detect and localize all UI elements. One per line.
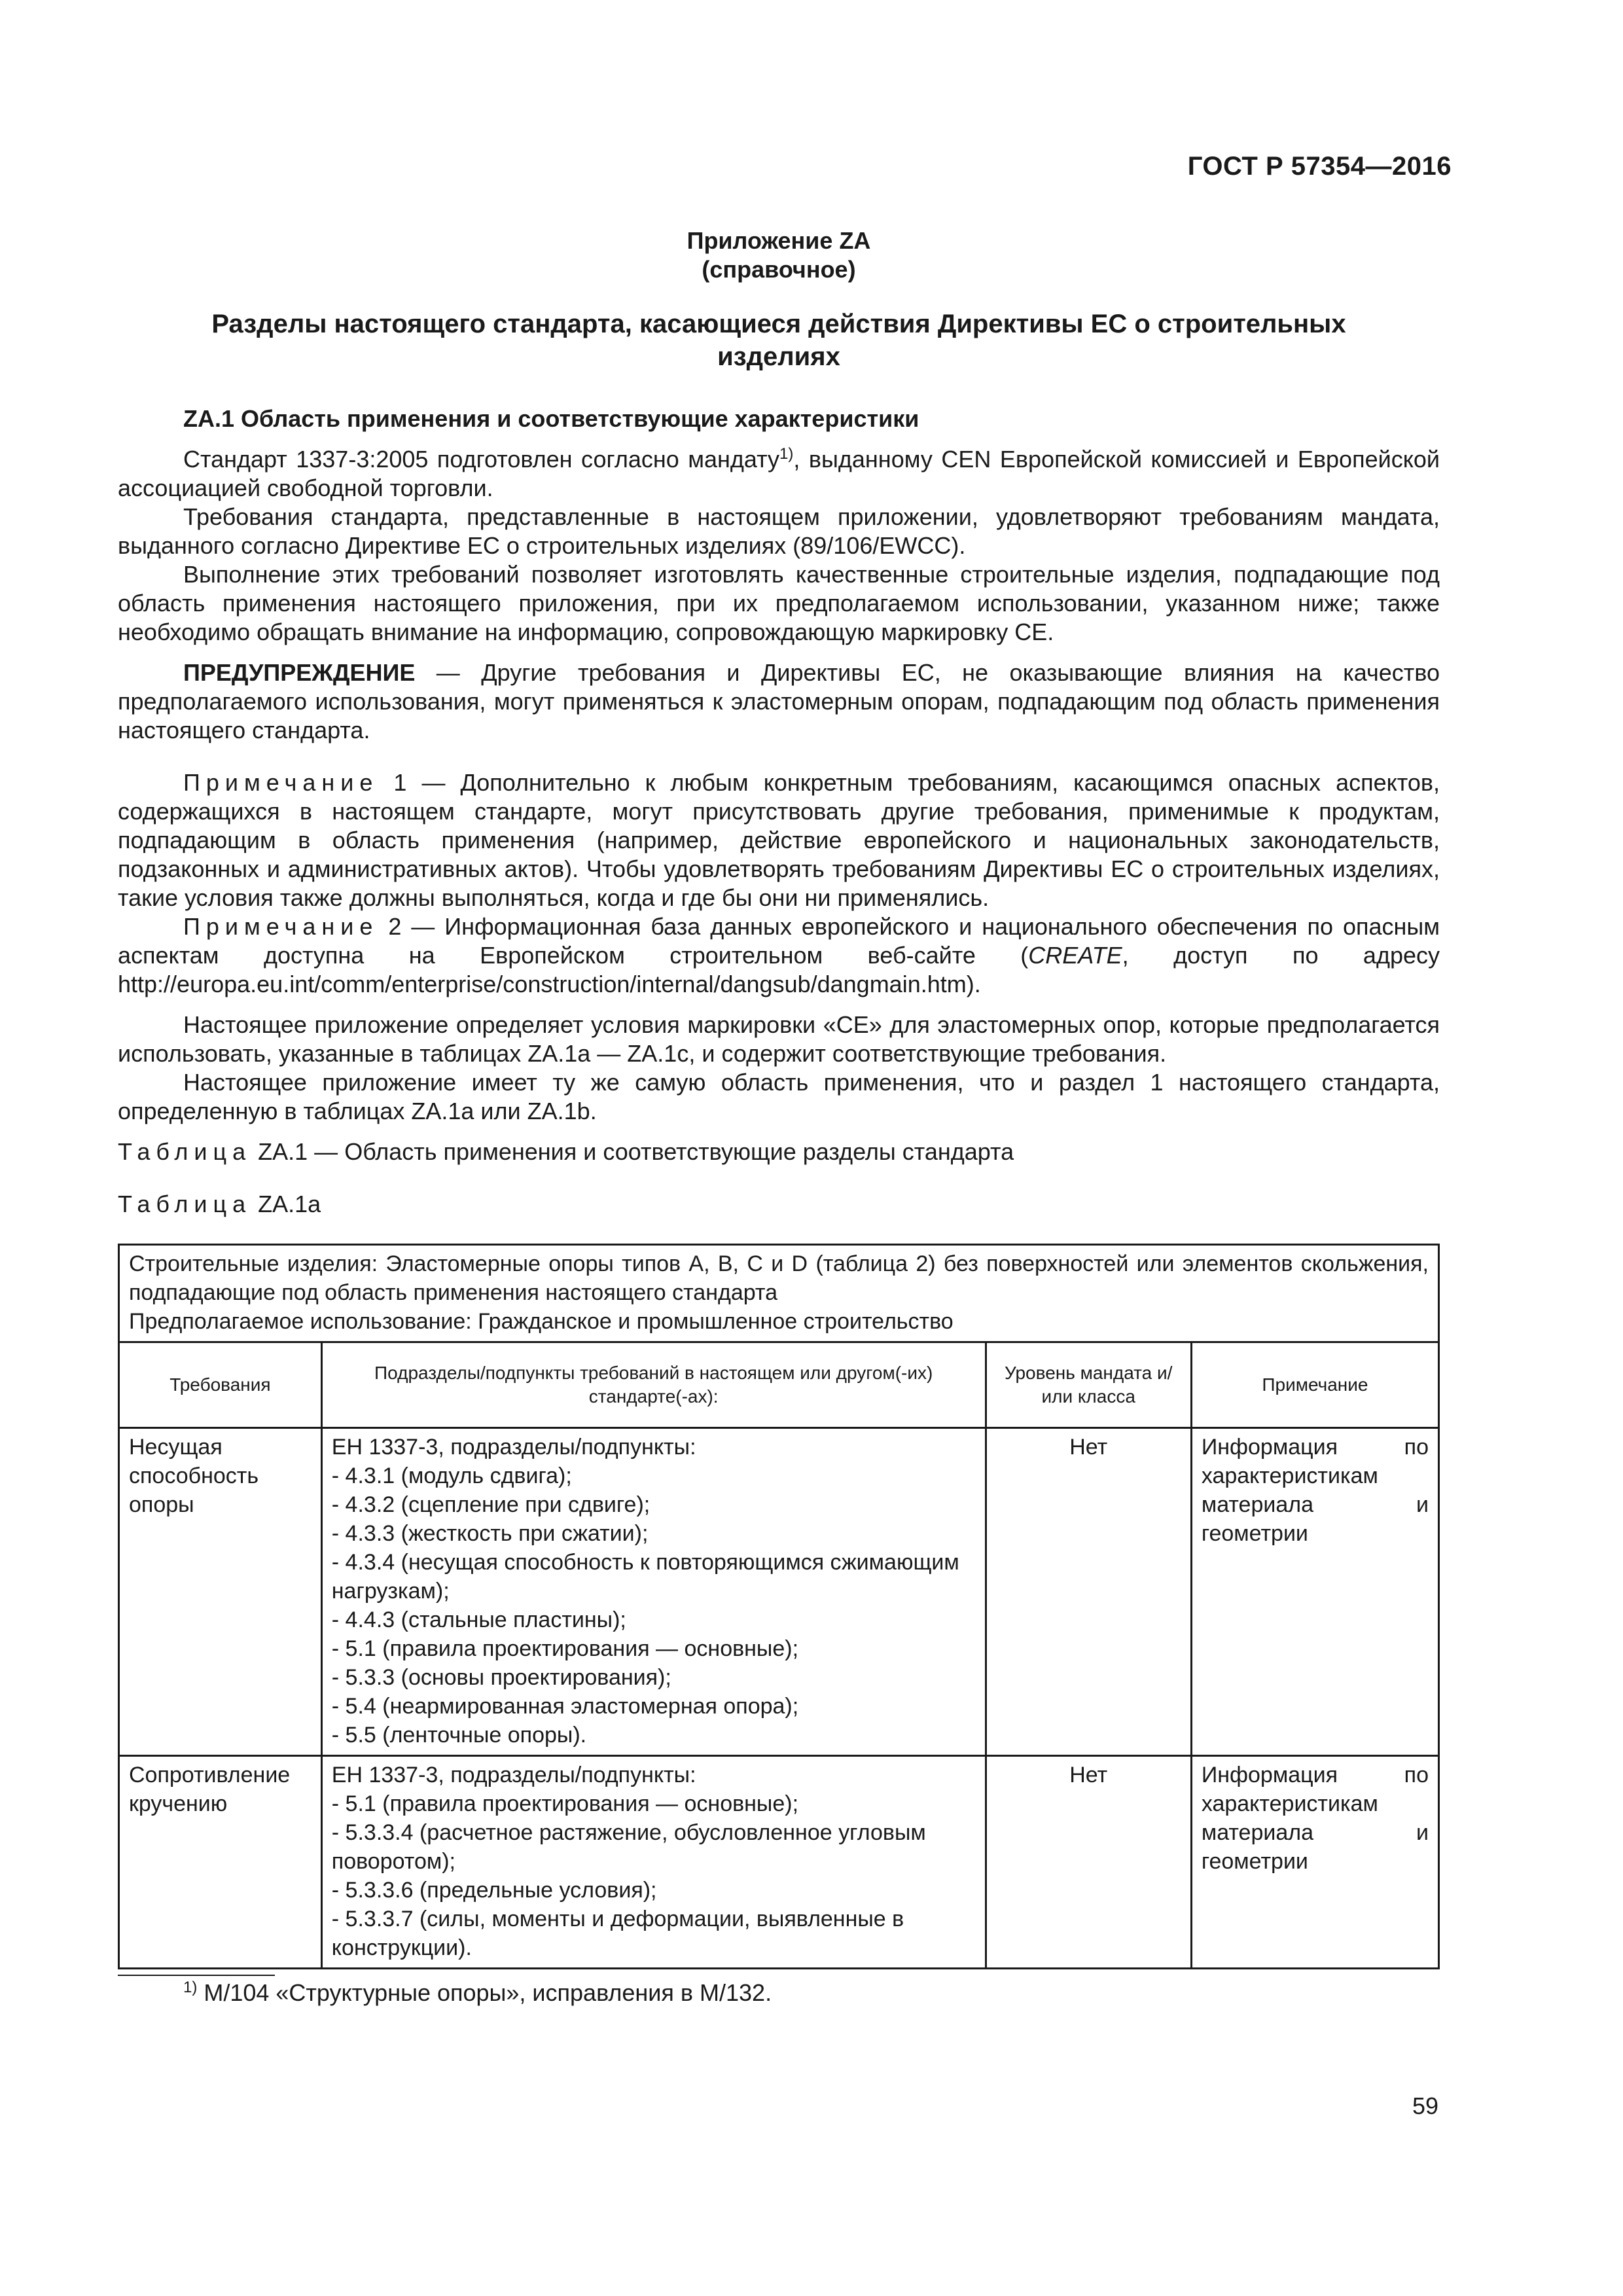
clauses-cell — [321, 1428, 986, 1756]
clause-item: - 5.3.3.6 (предельные условия); — [331, 1878, 657, 1903]
level-cell: Нет — [986, 1428, 1191, 1756]
note-1 — [118, 768, 1440, 912]
note-1-text: 1 — Дополнительно к любым конкретным требованиям, касающимся опасных аспектов, содержащихся в настоящем стандарте, могут присутствовать другие требования, применимые к продуктам, подпадающим в область применения (например, действие европейского и национальных законодательств, подзаконных и административных актов). Чтобы удовлетворять требованиям Директивы ЕС о строительных изделиях, такие условия также должны выполняться, когда и где бы они ни применялись. — [118, 769, 1440, 911]
page-number: 59 — [1412, 2092, 1438, 2119]
table-caption-text: ZA.1 — Область применения и соответствующие разделы стандарта — [251, 1138, 1014, 1165]
warning-paragraph — [118, 658, 1440, 745]
clause-item: - 5.3.3.4 (расчетное растяжение, обусловленное угловым поворотом); — [331, 1820, 926, 1874]
clauses-cell — [321, 1756, 986, 1969]
footnote-reference: 1) — [779, 445, 794, 463]
table-row — [119, 1428, 1439, 1756]
paragraph-compliance: Выполнение этих требований позволяет изготовлять качественные строительные изделия, подпадающие под область применения настоящего приложения, при их предполагаемом использовании, указанном ниже; также необходимо обращать внимание на информацию, сопровождающую маркировку СЕ. — [118, 561, 1440, 645]
clause-item: - 4.3.1 (модуль сдвига); — [331, 1463, 572, 1488]
requirement-cell: Сопротивление кручению — [119, 1756, 322, 1969]
scope-products: Строительные изделия: Эластомерные опоры типов А, В, С и D (таблица 2) без поверхностей или элементов скольжения, подпадающие под область применения настоящего стандарта — [129, 1251, 1429, 1305]
table-subcaption-label: Таблица — [118, 1191, 252, 1217]
annex-title: Разделы настоящего стандарта, касающиеся действия Директивы ЕС о строительных изделиях — [211, 310, 1346, 371]
note-cell: Информация по характеристикам материала и геометрии — [1191, 1756, 1438, 1969]
annex-heading — [118, 226, 1440, 284]
note-1-label: Примечание — [183, 769, 379, 796]
table-subcaption — [118, 1190, 1440, 1219]
table-row — [119, 1756, 1439, 1969]
note-2 — [118, 912, 1440, 999]
clause-item: - 4.3.4 (несущая способность к повторяющимся сжимающим нагрузкам); — [331, 1550, 959, 1604]
standard-code: ГОСТ Р 57354—2016 — [1187, 152, 1452, 181]
scope-intended-use: Предполагаемое использование: Гражданское и промышленное строительство — [129, 1309, 954, 1334]
clauses-intro: ЕН 1337-3, подразделы/подпункты: — [331, 1435, 696, 1460]
document-body — [118, 404, 1440, 2007]
requirements-table — [118, 1244, 1440, 1969]
clause-list — [332, 1462, 976, 1749]
level-cell: Нет — [986, 1756, 1191, 1969]
clauses-intro: ЕН 1337-3, подразделы/подпункты: — [331, 1763, 696, 1787]
column-header: Требования — [119, 1342, 322, 1428]
paragraph-ce-marking: Настоящее приложение определяет условия маркировки «СЕ» для эластомерных опор, которые предполагается использовать, указанные в таблицах ZA.1a — ZA.1c, и содержит соответствующие требования. — [118, 1011, 1440, 1067]
paragraph-mandate — [118, 445, 1440, 503]
paragraph-mandate-text: Стандарт 1337-3:2005 подготовлен согласно мандату — [183, 446, 780, 473]
clause-item: - 5.1 (правила проектирования — основные); — [331, 1791, 799, 1816]
warning-text: — Другие требования и Директивы ЕС, не оказывающие влияния на качество предполагаемого использования, могут применяться к эластомерным опорам, подпадающим под область применения настоящего стандарта. — [118, 659, 1440, 744]
clause-item: - 4.3.3 (жесткость при сжатии); — [331, 1521, 649, 1546]
clause-item: - 5.3.3.7 (силы, моменты и деформации, выявленные в конструкции). — [331, 1907, 904, 1960]
annex-label: Приложение ZA — [687, 227, 871, 254]
column-header: Подразделы/подпункты требований в настоящем или другом(-их) стандарте(-ах): — [321, 1342, 986, 1428]
paragraph-mandate-rest: , выданному CEN Европейской комиссией и Европейской ассоциацией свободной торговли. — [118, 446, 1440, 501]
table-header-row — [119, 1342, 1439, 1428]
table-subcaption-text: ZA.1a — [251, 1191, 321, 1217]
note-2-text: 2 — Информационная база данных европейского и национального обеспечения по опасным аспектам доступна на Европейском строительном веб-сайте ( — [118, 913, 1440, 969]
footnote — [183, 1979, 1440, 2007]
paragraph-scope: Настоящее приложение имеет ту же самую область применения, что и раздел 1 настоящего стандарта, определенную в таблицах ZA.1a или ZA.1b. — [118, 1069, 1440, 1124]
clause-item: - 5.5 (ленточные опоры). — [331, 1723, 587, 1748]
scope-cell — [119, 1245, 1439, 1342]
clause-item: - 5.4 (неармированная эластомерная опора); — [331, 1694, 799, 1719]
note-2-label: Примечание — [183, 913, 379, 940]
clause-item: - 4.3.2 (сцепление при сдвиге); — [331, 1492, 651, 1517]
clause-item: - 4.4.3 (стальные пластины); — [331, 1607, 626, 1632]
footnote-text: М/104 «Структурные опоры», исправления в М/132. — [197, 1979, 772, 2006]
clause-item: - 5.3.3 (основы проектирования); — [331, 1665, 671, 1690]
table-caption-label: Таблица — [118, 1138, 252, 1165]
section-heading: ZA.1 Область применения и соответствующие характеристики — [183, 405, 919, 432]
requirement-cell: Несущая способность опоры — [119, 1428, 322, 1756]
table-caption — [118, 1138, 1440, 1166]
footnote-marker: 1) — [183, 1979, 198, 1996]
scope-row — [119, 1245, 1439, 1342]
clause-item: - 5.1 (правила проектирования — основные); — [331, 1636, 799, 1661]
column-header: Примечание — [1191, 1342, 1438, 1428]
footnote-separator — [118, 1975, 275, 1976]
note-2-italic: CREATE — [1028, 942, 1122, 969]
warning-label: ПРЕДУПРЕЖДЕНИЕ — [183, 659, 416, 686]
annex-status: (справочное) — [702, 256, 856, 283]
note-cell: Информация по характеристикам материала и геометрии — [1191, 1428, 1438, 1756]
paragraph-directive: Требования стандарта, представленные в настоящем приложении, удовлетворяют требованиям мандата, выданного согласно Директиве ЕС о строительных изделиях (89/106/EWCC). — [118, 503, 1440, 559]
note-2-url: , доступ по адресу http://europa.eu.int/comm/enterprise/construction/internal/dangsub/dangmain.htm). — [118, 942, 1440, 997]
column-header: Уровень мандата и/или класса — [986, 1342, 1191, 1428]
clause-list — [332, 1789, 976, 1962]
